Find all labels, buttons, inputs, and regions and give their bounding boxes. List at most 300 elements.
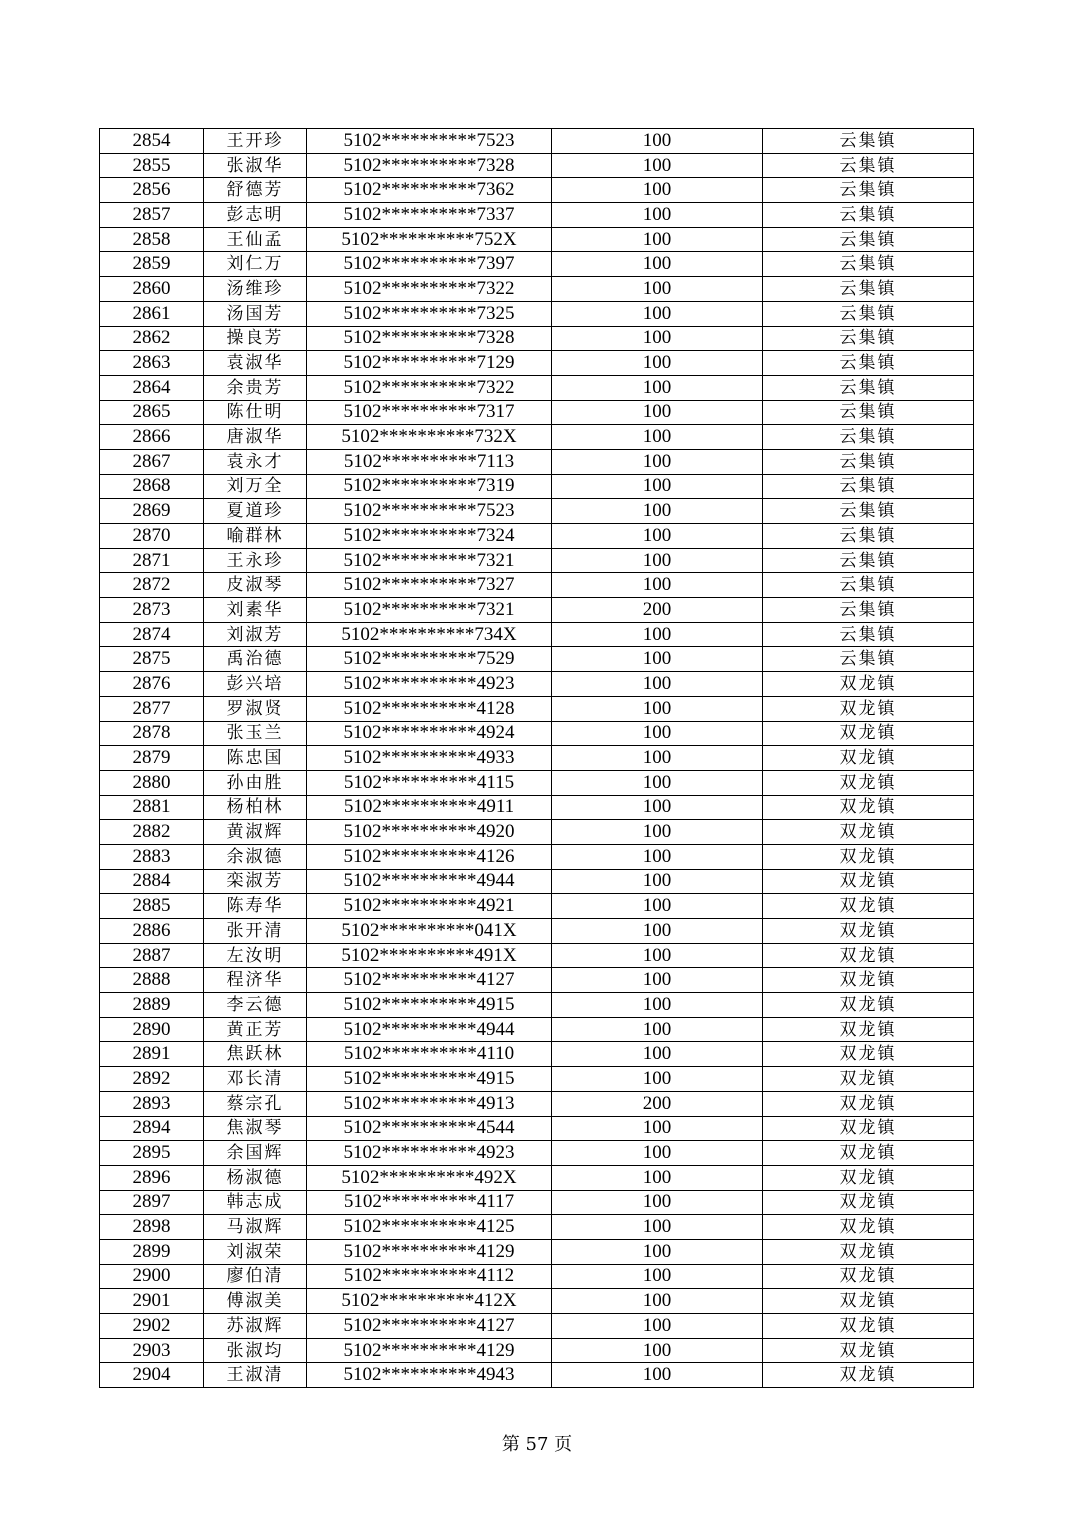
id-number-cell: 5102**********4129 xyxy=(307,1338,552,1363)
name-cell: 苏淑辉 xyxy=(204,1314,307,1339)
amount-cell: 100 xyxy=(552,375,763,400)
amount-cell: 100 xyxy=(552,474,763,499)
name-cell: 程济华 xyxy=(204,968,307,993)
id-number-cell: 5102**********7328 xyxy=(307,153,552,178)
town-cell: 云集镇 xyxy=(763,178,974,203)
row-index-cell: 2859 xyxy=(100,252,204,277)
amount-cell: 100 xyxy=(552,795,763,820)
row-index-cell: 2888 xyxy=(100,968,204,993)
row-index-cell: 2867 xyxy=(100,449,204,474)
id-number-cell: 5102**********491X xyxy=(307,943,552,968)
amount-cell: 100 xyxy=(552,622,763,647)
amount-cell: 100 xyxy=(552,524,763,549)
name-cell: 罗淑贤 xyxy=(204,696,307,721)
id-number-cell: 5102**********4915 xyxy=(307,1067,552,1092)
table-row xyxy=(100,227,974,252)
row-index-cell: 2881 xyxy=(100,795,204,820)
id-number-cell: 5102**********4943 xyxy=(307,1363,552,1388)
name-cell: 刘万全 xyxy=(204,474,307,499)
town-cell: 双龙镇 xyxy=(763,993,974,1018)
town-cell: 双龙镇 xyxy=(763,1363,974,1388)
roster-table xyxy=(99,128,974,1388)
table-row xyxy=(100,993,974,1018)
town-cell: 双龙镇 xyxy=(763,869,974,894)
name-cell: 汤维珍 xyxy=(204,277,307,302)
id-number-cell: 5102**********7523 xyxy=(307,499,552,524)
table-row xyxy=(100,919,974,944)
name-cell: 韩志成 xyxy=(204,1190,307,1215)
amount-cell: 100 xyxy=(552,351,763,376)
town-cell: 双龙镇 xyxy=(763,1165,974,1190)
name-cell: 张开清 xyxy=(204,919,307,944)
amount-cell: 100 xyxy=(552,696,763,721)
row-index-cell: 2887 xyxy=(100,943,204,968)
name-cell: 蔡宗孔 xyxy=(204,1091,307,1116)
town-cell: 双龙镇 xyxy=(763,844,974,869)
town-cell: 云集镇 xyxy=(763,301,974,326)
amount-cell: 100 xyxy=(552,499,763,524)
amount-cell: 100 xyxy=(552,129,763,154)
town-cell: 双龙镇 xyxy=(763,1116,974,1141)
id-number-cell: 5102**********7327 xyxy=(307,573,552,598)
id-number-cell: 5102**********4127 xyxy=(307,1314,552,1339)
row-index-cell: 2902 xyxy=(100,1314,204,1339)
row-index-cell: 2864 xyxy=(100,375,204,400)
town-cell: 双龙镇 xyxy=(763,1239,974,1264)
name-cell: 栾淑芳 xyxy=(204,869,307,894)
row-index-cell: 2886 xyxy=(100,919,204,944)
name-cell: 黄淑辉 xyxy=(204,820,307,845)
town-cell: 云集镇 xyxy=(763,153,974,178)
id-number-cell: 5102**********041X xyxy=(307,919,552,944)
table-row xyxy=(100,1215,974,1240)
town-cell: 云集镇 xyxy=(763,598,974,623)
table-row xyxy=(100,277,974,302)
table-row xyxy=(100,1141,974,1166)
id-number-cell: 5102**********4544 xyxy=(307,1116,552,1141)
row-index-cell: 2872 xyxy=(100,573,204,598)
town-cell: 云集镇 xyxy=(763,351,974,376)
town-cell: 云集镇 xyxy=(763,449,974,474)
table-row xyxy=(100,598,974,623)
town-cell: 云集镇 xyxy=(763,129,974,154)
id-number-cell: 5102**********4923 xyxy=(307,672,552,697)
name-cell: 刘淑荣 xyxy=(204,1239,307,1264)
town-cell: 双龙镇 xyxy=(763,1190,974,1215)
row-index-cell: 2857 xyxy=(100,203,204,228)
town-cell: 双龙镇 xyxy=(763,1264,974,1289)
table-row xyxy=(100,1017,974,1042)
id-number-cell: 5102**********4944 xyxy=(307,869,552,894)
row-index-cell: 2876 xyxy=(100,672,204,697)
amount-cell: 100 xyxy=(552,1215,763,1240)
id-number-cell: 5102**********4128 xyxy=(307,696,552,721)
row-index-cell: 2903 xyxy=(100,1338,204,1363)
name-cell: 黄正芳 xyxy=(204,1017,307,1042)
row-index-cell: 2885 xyxy=(100,894,204,919)
id-number-cell: 5102**********7362 xyxy=(307,178,552,203)
town-cell: 云集镇 xyxy=(763,524,974,549)
amount-cell: 100 xyxy=(552,277,763,302)
table-row xyxy=(100,1042,974,1067)
id-number-cell: 5102**********492X xyxy=(307,1165,552,1190)
amount-cell: 100 xyxy=(552,178,763,203)
town-cell: 双龙镇 xyxy=(763,968,974,993)
table-row xyxy=(100,1190,974,1215)
amount-cell: 100 xyxy=(552,548,763,573)
id-number-cell: 5102**********7529 xyxy=(307,647,552,672)
id-number-cell: 5102**********7321 xyxy=(307,548,552,573)
table-row xyxy=(100,1116,974,1141)
amount-cell: 100 xyxy=(552,943,763,968)
id-number-cell: 5102**********732X xyxy=(307,425,552,450)
town-cell: 双龙镇 xyxy=(763,943,974,968)
town-cell: 云集镇 xyxy=(763,647,974,672)
amount-cell: 100 xyxy=(552,400,763,425)
amount-cell: 100 xyxy=(552,1314,763,1339)
town-cell: 双龙镇 xyxy=(763,1017,974,1042)
name-cell: 张淑均 xyxy=(204,1338,307,1363)
amount-cell: 100 xyxy=(552,672,763,697)
id-number-cell: 5102**********4921 xyxy=(307,894,552,919)
row-index-cell: 2900 xyxy=(100,1264,204,1289)
amount-cell: 100 xyxy=(552,301,763,326)
row-index-cell: 2863 xyxy=(100,351,204,376)
row-index-cell: 2895 xyxy=(100,1141,204,1166)
id-number-cell: 5102**********4127 xyxy=(307,968,552,993)
id-number-cell: 5102**********4117 xyxy=(307,1190,552,1215)
id-number-cell: 5102**********4125 xyxy=(307,1215,552,1240)
amount-cell: 100 xyxy=(552,844,763,869)
row-index-cell: 2904 xyxy=(100,1363,204,1388)
id-number-cell: 5102**********412X xyxy=(307,1289,552,1314)
table-row xyxy=(100,129,974,154)
id-number-cell: 5102**********4920 xyxy=(307,820,552,845)
amount-cell: 100 xyxy=(552,1264,763,1289)
id-number-cell: 5102**********7129 xyxy=(307,351,552,376)
name-cell: 余贵芳 xyxy=(204,375,307,400)
name-cell: 袁永才 xyxy=(204,449,307,474)
id-number-cell: 5102**********7319 xyxy=(307,474,552,499)
id-number-cell: 5102**********4129 xyxy=(307,1239,552,1264)
row-index-cell: 2884 xyxy=(100,869,204,894)
name-cell: 陈忠国 xyxy=(204,746,307,771)
amount-cell: 200 xyxy=(552,598,763,623)
amount-cell: 100 xyxy=(552,820,763,845)
table-row xyxy=(100,351,974,376)
table-row xyxy=(100,524,974,549)
name-cell: 刘淑芳 xyxy=(204,622,307,647)
row-index-cell: 2869 xyxy=(100,499,204,524)
table-row xyxy=(100,1067,974,1092)
amount-cell: 100 xyxy=(552,919,763,944)
town-cell: 云集镇 xyxy=(763,277,974,302)
table-row xyxy=(100,721,974,746)
table-row xyxy=(100,968,974,993)
row-index-cell: 2878 xyxy=(100,721,204,746)
row-index-cell: 2875 xyxy=(100,647,204,672)
town-cell: 云集镇 xyxy=(763,573,974,598)
amount-cell: 100 xyxy=(552,770,763,795)
id-number-cell: 5102**********7328 xyxy=(307,326,552,351)
name-cell: 唐淑华 xyxy=(204,425,307,450)
row-index-cell: 2883 xyxy=(100,844,204,869)
table-row xyxy=(100,449,974,474)
amount-cell: 100 xyxy=(552,203,763,228)
town-cell: 双龙镇 xyxy=(763,1067,974,1092)
amount-cell: 100 xyxy=(552,1338,763,1363)
town-cell: 云集镇 xyxy=(763,326,974,351)
table-row xyxy=(100,548,974,573)
row-index-cell: 2890 xyxy=(100,1017,204,1042)
amount-cell: 100 xyxy=(552,153,763,178)
row-index-cell: 2898 xyxy=(100,1215,204,1240)
row-index-cell: 2891 xyxy=(100,1042,204,1067)
id-number-cell: 5102**********7324 xyxy=(307,524,552,549)
row-index-cell: 2868 xyxy=(100,474,204,499)
row-index-cell: 2866 xyxy=(100,425,204,450)
amount-cell: 100 xyxy=(552,573,763,598)
table-row xyxy=(100,1338,974,1363)
name-cell: 邓长清 xyxy=(204,1067,307,1092)
town-cell: 双龙镇 xyxy=(763,696,974,721)
amount-cell: 100 xyxy=(552,252,763,277)
town-cell: 双龙镇 xyxy=(763,770,974,795)
town-cell: 双龙镇 xyxy=(763,1289,974,1314)
name-cell: 袁淑华 xyxy=(204,351,307,376)
amount-cell: 100 xyxy=(552,326,763,351)
town-cell: 双龙镇 xyxy=(763,1141,974,1166)
id-number-cell: 5102**********4933 xyxy=(307,746,552,771)
id-number-cell: 5102**********7337 xyxy=(307,203,552,228)
id-number-cell: 5102**********734X xyxy=(307,622,552,647)
id-number-cell: 5102**********7321 xyxy=(307,598,552,623)
name-cell: 王仙孟 xyxy=(204,227,307,252)
town-cell: 双龙镇 xyxy=(763,1338,974,1363)
amount-cell: 100 xyxy=(552,746,763,771)
table-row xyxy=(100,425,974,450)
name-cell: 左汝明 xyxy=(204,943,307,968)
town-cell: 双龙镇 xyxy=(763,820,974,845)
amount-cell: 100 xyxy=(552,968,763,993)
row-index-cell: 2861 xyxy=(100,301,204,326)
row-index-cell: 2862 xyxy=(100,326,204,351)
row-index-cell: 2865 xyxy=(100,400,204,425)
row-index-cell: 2896 xyxy=(100,1165,204,1190)
town-cell: 云集镇 xyxy=(763,474,974,499)
town-cell: 双龙镇 xyxy=(763,894,974,919)
row-index-cell: 2889 xyxy=(100,993,204,1018)
row-index-cell: 2874 xyxy=(100,622,204,647)
row-index-cell: 2856 xyxy=(100,178,204,203)
table-row xyxy=(100,1363,974,1388)
name-cell: 喻群林 xyxy=(204,524,307,549)
row-index-cell: 2894 xyxy=(100,1116,204,1141)
town-cell: 双龙镇 xyxy=(763,1215,974,1240)
row-index-cell: 2901 xyxy=(100,1289,204,1314)
town-cell: 双龙镇 xyxy=(763,1091,974,1116)
name-cell: 焦跃林 xyxy=(204,1042,307,1067)
table-row xyxy=(100,375,974,400)
amount-cell: 100 xyxy=(552,449,763,474)
town-cell: 云集镇 xyxy=(763,548,974,573)
table-row xyxy=(100,622,974,647)
amount-cell: 100 xyxy=(552,894,763,919)
name-cell: 马淑辉 xyxy=(204,1215,307,1240)
amount-cell: 100 xyxy=(552,869,763,894)
name-cell: 张淑华 xyxy=(204,153,307,178)
roster-table-body xyxy=(100,129,974,1388)
amount-cell: 100 xyxy=(552,227,763,252)
table-row xyxy=(100,869,974,894)
table-row xyxy=(100,499,974,524)
row-index-cell: 2871 xyxy=(100,548,204,573)
name-cell: 余淑德 xyxy=(204,844,307,869)
amount-cell: 100 xyxy=(552,1190,763,1215)
name-cell: 张玉兰 xyxy=(204,721,307,746)
row-index-cell: 2860 xyxy=(100,277,204,302)
id-number-cell: 5102**********4112 xyxy=(307,1264,552,1289)
table-row xyxy=(100,203,974,228)
table-row xyxy=(100,153,974,178)
name-cell: 刘仁万 xyxy=(204,252,307,277)
town-cell: 云集镇 xyxy=(763,252,974,277)
table-row xyxy=(100,844,974,869)
amount-cell: 100 xyxy=(552,1141,763,1166)
amount-cell: 100 xyxy=(552,647,763,672)
row-index-cell: 2855 xyxy=(100,153,204,178)
name-cell: 余国辉 xyxy=(204,1141,307,1166)
town-cell: 云集镇 xyxy=(763,425,974,450)
id-number-cell: 5102**********4115 xyxy=(307,770,552,795)
amount-cell: 100 xyxy=(552,425,763,450)
id-number-cell: 5102**********7113 xyxy=(307,449,552,474)
name-cell: 杨淑德 xyxy=(204,1165,307,1190)
table-row xyxy=(100,696,974,721)
table-row xyxy=(100,1289,974,1314)
table-row xyxy=(100,573,974,598)
row-index-cell: 2899 xyxy=(100,1239,204,1264)
name-cell: 禹治德 xyxy=(204,647,307,672)
row-index-cell: 2870 xyxy=(100,524,204,549)
row-index-cell: 2882 xyxy=(100,820,204,845)
table-row xyxy=(100,672,974,697)
amount-cell: 100 xyxy=(552,1116,763,1141)
name-cell: 陈仕明 xyxy=(204,400,307,425)
table-row xyxy=(100,326,974,351)
table-row xyxy=(100,795,974,820)
name-cell: 皮淑琴 xyxy=(204,573,307,598)
table-row xyxy=(100,820,974,845)
name-cell: 廖伯清 xyxy=(204,1264,307,1289)
id-number-cell: 5102**********4913 xyxy=(307,1091,552,1116)
amount-cell: 100 xyxy=(552,1289,763,1314)
name-cell: 汤国芳 xyxy=(204,301,307,326)
town-cell: 双龙镇 xyxy=(763,746,974,771)
id-number-cell: 5102**********4944 xyxy=(307,1017,552,1042)
amount-cell: 100 xyxy=(552,1165,763,1190)
row-index-cell: 2879 xyxy=(100,746,204,771)
name-cell: 焦淑琴 xyxy=(204,1116,307,1141)
table-row xyxy=(100,1314,974,1339)
id-number-cell: 5102**********7523 xyxy=(307,129,552,154)
town-cell: 云集镇 xyxy=(763,227,974,252)
table-row xyxy=(100,770,974,795)
row-index-cell: 2892 xyxy=(100,1067,204,1092)
table-row xyxy=(100,474,974,499)
id-number-cell: 5102**********7322 xyxy=(307,277,552,302)
row-index-cell: 2858 xyxy=(100,227,204,252)
table-row xyxy=(100,178,974,203)
town-cell: 双龙镇 xyxy=(763,672,974,697)
row-index-cell: 2877 xyxy=(100,696,204,721)
town-cell: 双龙镇 xyxy=(763,1314,974,1339)
amount-cell: 100 xyxy=(552,1067,763,1092)
id-number-cell: 5102**********7322 xyxy=(307,375,552,400)
row-index-cell: 2854 xyxy=(100,129,204,154)
id-number-cell: 5102**********752X xyxy=(307,227,552,252)
name-cell: 舒德芳 xyxy=(204,178,307,203)
id-number-cell: 5102**********4923 xyxy=(307,1141,552,1166)
name-cell: 孙由胜 xyxy=(204,770,307,795)
town-cell: 双龙镇 xyxy=(763,721,974,746)
page-number: 第 57 页 xyxy=(501,1434,573,1455)
id-number-cell: 5102**********4110 xyxy=(307,1042,552,1067)
id-number-cell: 5102**********7397 xyxy=(307,252,552,277)
name-cell: 彭志明 xyxy=(204,203,307,228)
name-cell: 李云德 xyxy=(204,993,307,1018)
id-number-cell: 5102**********4126 xyxy=(307,844,552,869)
table-row xyxy=(100,647,974,672)
row-index-cell: 2893 xyxy=(100,1091,204,1116)
name-cell: 陈寿华 xyxy=(204,894,307,919)
name-cell: 王淑清 xyxy=(204,1363,307,1388)
name-cell: 王开珍 xyxy=(204,129,307,154)
row-index-cell: 2880 xyxy=(100,770,204,795)
town-cell: 双龙镇 xyxy=(763,919,974,944)
town-cell: 云集镇 xyxy=(763,499,974,524)
amount-cell: 100 xyxy=(552,993,763,1018)
amount-cell: 100 xyxy=(552,1017,763,1042)
name-cell: 夏道珍 xyxy=(204,499,307,524)
town-cell: 双龙镇 xyxy=(763,795,974,820)
amount-cell: 100 xyxy=(552,1042,763,1067)
id-number-cell: 5102**********7317 xyxy=(307,400,552,425)
town-cell: 双龙镇 xyxy=(763,1042,974,1067)
amount-cell: 100 xyxy=(552,1363,763,1388)
table-row xyxy=(100,1264,974,1289)
table-row xyxy=(100,943,974,968)
name-cell: 杨柏林 xyxy=(204,795,307,820)
table-row xyxy=(100,400,974,425)
id-number-cell: 5102**********4924 xyxy=(307,721,552,746)
name-cell: 傅淑美 xyxy=(204,1289,307,1314)
row-index-cell: 2873 xyxy=(100,598,204,623)
amount-cell: 200 xyxy=(552,1091,763,1116)
row-index-cell: 2897 xyxy=(100,1190,204,1215)
name-cell: 操良芳 xyxy=(204,326,307,351)
table-row xyxy=(100,1239,974,1264)
town-cell: 云集镇 xyxy=(763,622,974,647)
amount-cell: 100 xyxy=(552,1239,763,1264)
table-row xyxy=(100,746,974,771)
town-cell: 云集镇 xyxy=(763,375,974,400)
id-number-cell: 5102**********4911 xyxy=(307,795,552,820)
id-number-cell: 5102**********4915 xyxy=(307,993,552,1018)
table-row xyxy=(100,1165,974,1190)
table-row xyxy=(100,1091,974,1116)
name-cell: 王永珍 xyxy=(204,548,307,573)
